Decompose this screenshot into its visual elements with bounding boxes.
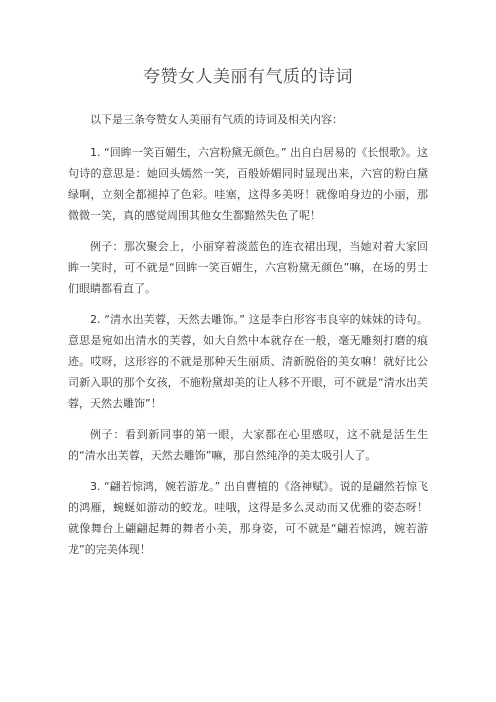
document-title: 夸赞女人美丽有气质的诗词 — [143, 67, 353, 87]
poem-paragraph-1: 1. “回眸一笑百媚生，六宫粉黛无颜色。” 出自白居易的《长恨歌》。这句诗的意思是：她回头嫣然一笑，百般娇媚同时显现出来，六宫的粉白黛绿啊，立刻全都褪掉了色彩。哇塞，这得多美呀！就像咱身边的小丽，那微微一笑，真的感觉周围其他女生都黯然失色了呢！ — [68, 146, 428, 222]
poem-paragraph-3: 3. “翩若惊鸿，婉若游龙。” 出自曹植的《洛神赋》。说的是翩然若惊飞的鸿雁，蜿蜒如游动的蛟龙。哇哦，这得是多么灵动而又优雅的姿态呀！就像舞台上翩翩起舞的舞者小美，那身姿，可不就是“翩若惊鸿，婉若游龙”的完美体现！ — [68, 480, 428, 556]
intro-paragraph: 以下是三条夸赞女人美丽有气质的诗词及相关内容： — [90, 113, 343, 126]
example-paragraph-1: 例子：那次聚会上，小丽穿着淡蓝色的连衣裙出现，当她对着大家回眸一笑时，可不就是“回眸一笑百媚生，六宫粉黛无颜色”嘛，在场的男士们眼睛都看直了。 — [68, 240, 428, 295]
poem-paragraph-2: 2. “清水出芙蓉，天然去雕饰。” 这是李白形容韦良宰的妹妹的诗句。意思是宛如出清水的芙蓉，如大自然中本就存在一般，毫无雕刻打磨的痕迹。哎呀，这形容的不就是那种天生丽质、清新脱俗的美女嘛！就好比公司新入职的那个女孩，不施粉黛却美的让人移不开眼，可不就是“清水出芙蓉，天然去雕饰”！ — [68, 313, 428, 410]
example-paragraph-2: 例子：看到新同事的第一眼，大家都在心里感叹，这不就是活生生的“清水出芙蓉，天然去雕饰”嘛，那自然纯净的美太吸引人了。 — [68, 428, 428, 462]
